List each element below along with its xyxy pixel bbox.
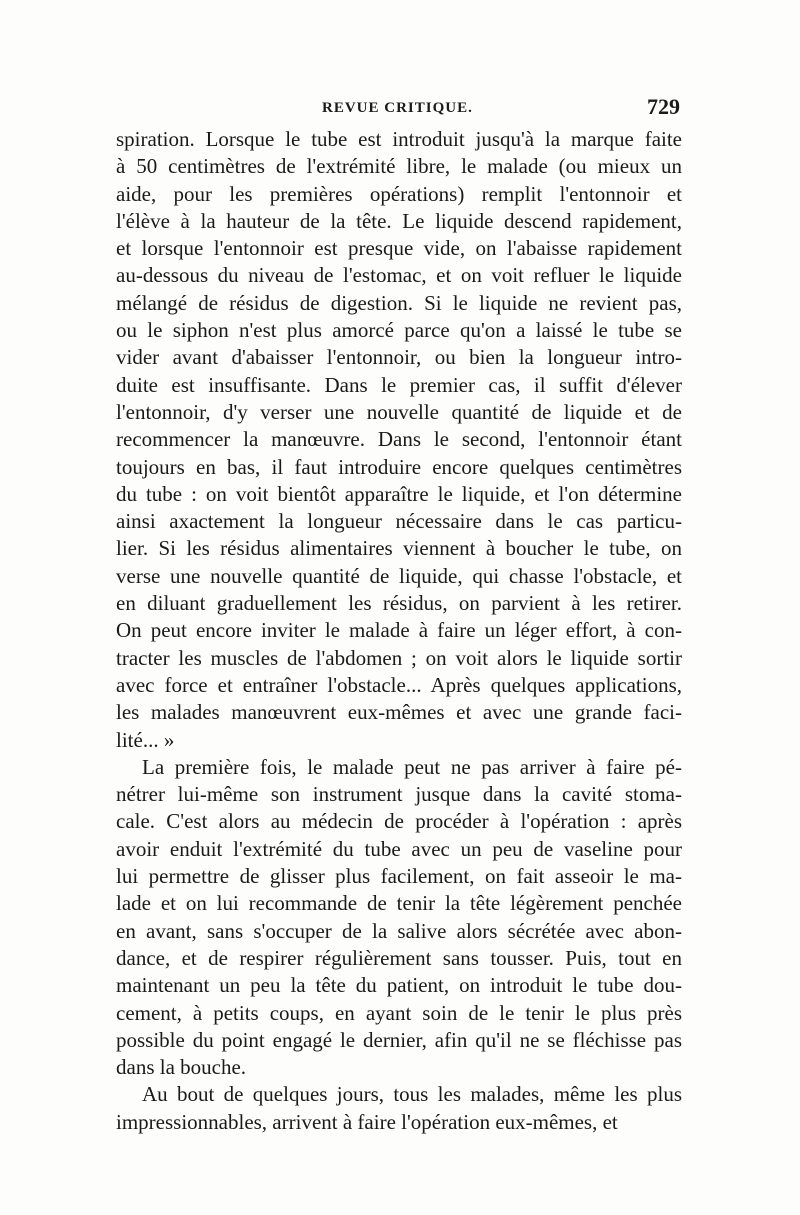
text-line: ou le siphon n'est plus amorcé parce qu'on a laissé le tube se <box>116 318 682 343</box>
text-line: en avant, sans s'occuper de la salive alors sécrétée avec abon- <box>116 918 682 943</box>
text-line: possible du point engagé le dernier, afin qu'il ne se fléchisse pas <box>116 1027 682 1052</box>
text-line: en diluant graduellement les résidus, on parvient à les retirer. <box>116 591 682 616</box>
body-text <box>116 126 682 1136</box>
text-line: et lorsque l'entonnoir est presque vide, on l'abaisse rapidement <box>116 236 682 261</box>
text-line: à 50 centimètres de l'extrémité libre, le malade (ou mieux un <box>116 154 682 179</box>
paragraph <box>116 126 682 754</box>
text-line: impressionnables, arrivent à faire l'opération eux-mêmes, et <box>116 1109 618 1134</box>
text-line: cale. C'est alors au médecin de procéder à l'opération : après <box>116 809 682 834</box>
text-line: nétrer lui-même son instrument jusque dans la cavité stoma- <box>116 782 682 807</box>
running-head <box>116 96 682 126</box>
text-line: aide, pour les premières opérations) remplit l'entonnoir et <box>116 181 682 206</box>
text-line: lité... » <box>116 727 175 752</box>
text-line: cement, à petits coups, en ayant soin de le tenir le plus près <box>116 1000 682 1025</box>
paragraph <box>116 1081 682 1136</box>
text-line: mélangé de résidus de digestion. Si le liquide ne revient pas, <box>116 290 682 315</box>
text-line: maintenant un peu la tête du patient, on introduit le tube dou- <box>116 973 682 998</box>
text-line: avoir enduit l'extrémité du tube avec un peu de vaseline pour <box>116 836 682 861</box>
text-line: lui permettre de glisser plus facilement, on fait asseoir le ma- <box>116 864 682 889</box>
text-line: du tube : on voit bientôt apparaître le liquide, et l'on détermine <box>116 481 682 506</box>
text-line: au-dessous du niveau de l'estomac, et on voit refluer le liquide <box>116 263 682 288</box>
text-line: les malades manœuvrent eux-mêmes et avec une grande faci- <box>116 700 682 725</box>
text-line: verse une nouvelle quantité de liquide, qui chasse l'obstacle, et <box>116 563 682 588</box>
text-line: dans la bouche. <box>116 1055 247 1080</box>
text-line: recommencer la manœuvre. Dans le second, l'entonnoir étant <box>116 427 682 452</box>
text-line: ainsi axactement la longueur nécessaire dans le cas particu- <box>116 509 682 534</box>
text-line: toujours en bas, il faut introduire encore quelques centimètres <box>116 454 682 479</box>
text-line: La première fois, le malade peut ne pas arriver à faire pé- <box>142 754 682 779</box>
text-line: On peut encore inviter le malade à faire un léger effort, à con- <box>116 618 682 643</box>
text-line: lade et on lui recommande de tenir la tête légèrement penchée <box>116 891 682 916</box>
text-line: l'entonnoir, d'y verser une nouvelle quantité de liquide et de <box>116 399 682 424</box>
running-title: REVUE CRITIQUE. <box>322 100 473 116</box>
text-line: l'élève à la hauteur de la tête. Le liquide descend rapidement, <box>116 208 682 233</box>
text-line: vider avant d'abaisser l'entonnoir, ou bien la longueur intro- <box>116 345 682 370</box>
text-line: lier. Si les résidus alimentaires viennent à boucher le tube, on <box>116 536 682 561</box>
text-line: dance, et de respirer régulièrement sans tousser. Puis, tout en <box>116 945 682 970</box>
text-line: avec force et entraîner l'obstacle... Après quelques applications, <box>116 672 682 697</box>
text-line: tracter les muscles de l'abdomen ; on voit alors le liquide sortir <box>116 645 682 670</box>
paragraph <box>116 754 682 1082</box>
page-number: 729 <box>647 94 680 119</box>
text-line: spiration. Lorsque le tube est introduit jusqu'à la marque faite <box>116 127 682 151</box>
text-line: duite est insuffisante. Dans le premier cas, il suffit d'élever <box>116 372 682 397</box>
text-line: Au bout de quelques jours, tous les malades, même les plus <box>142 1082 682 1107</box>
